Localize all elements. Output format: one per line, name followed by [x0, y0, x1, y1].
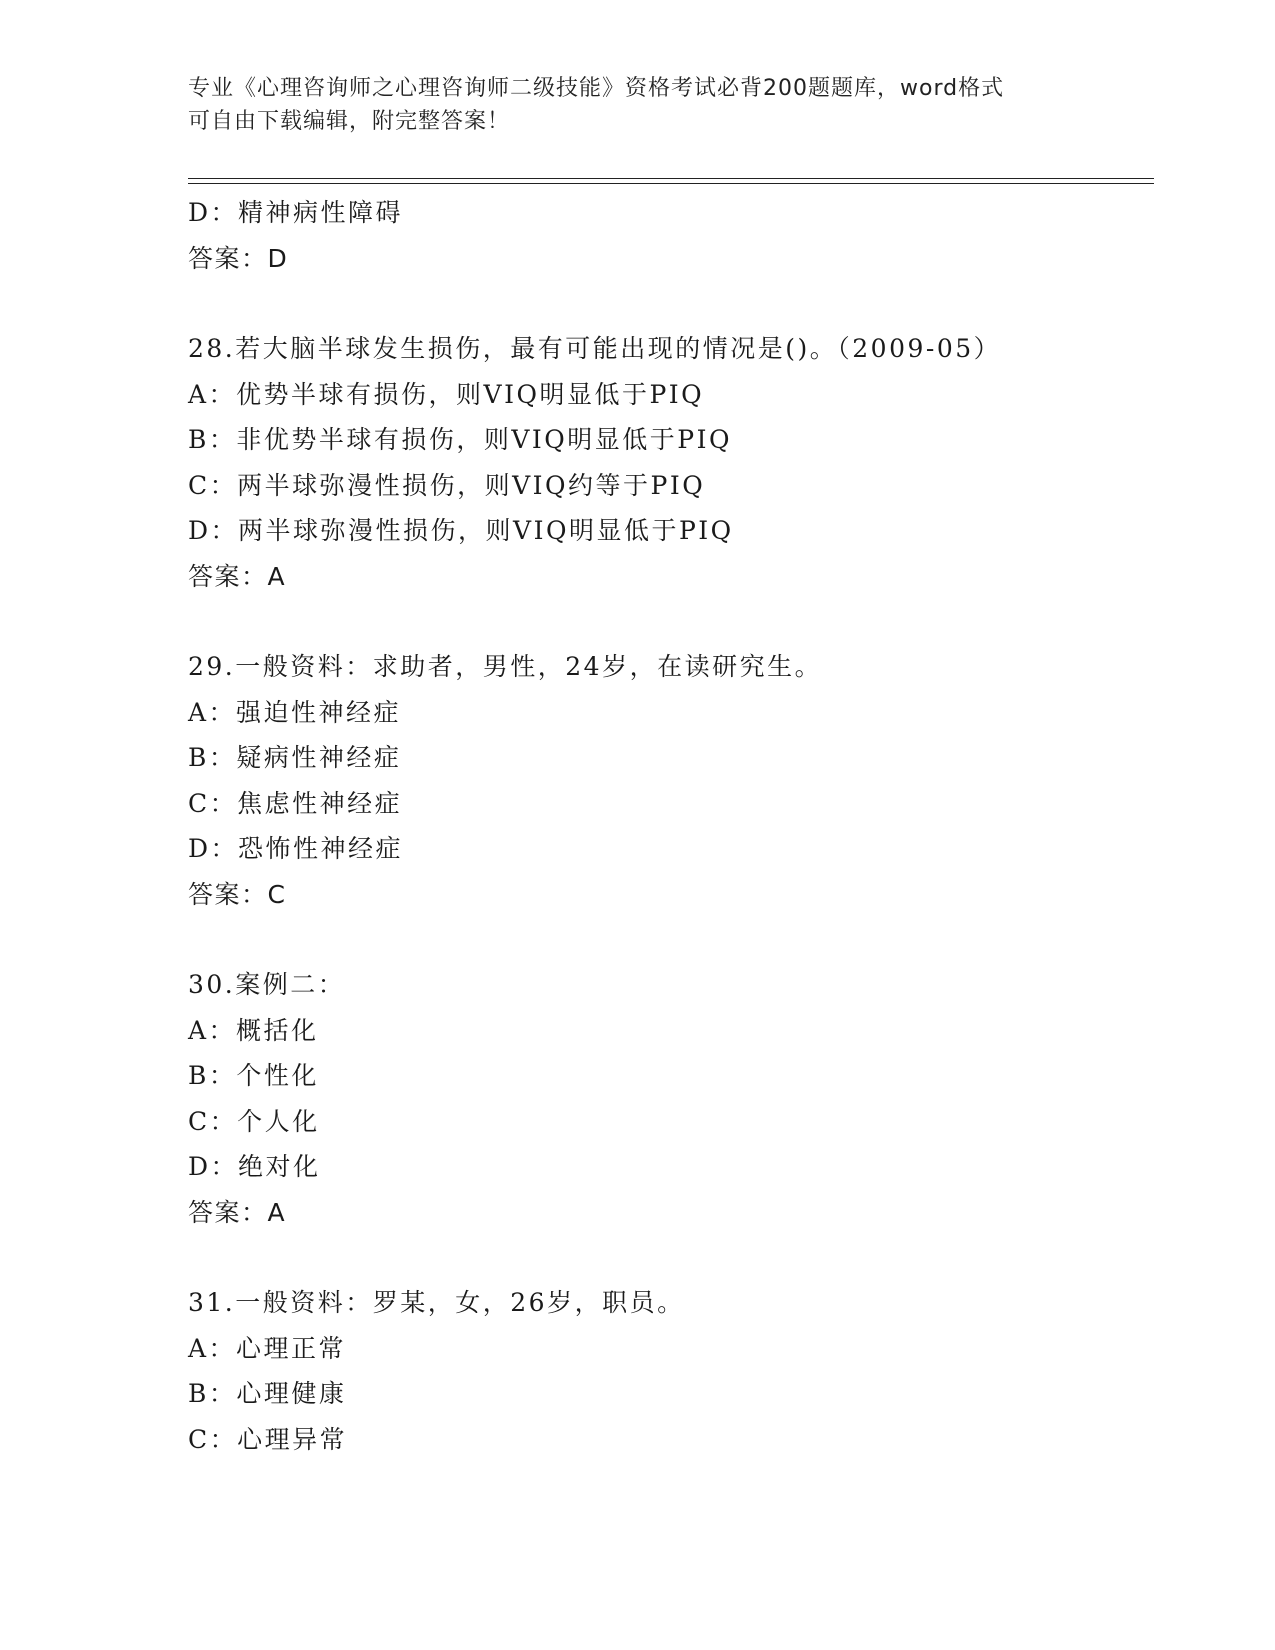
question-31	[188, 1280, 1148, 1462]
question-stem: 30.案例二：	[188, 970, 346, 999]
option-d: D：两半球弥漫性损伤，则VIQ明显低于PIQ	[188, 516, 734, 545]
question-28	[188, 326, 1148, 599]
option-b: B：个性化	[188, 1061, 319, 1090]
option-a: A：优势半球有损伤，则VIQ明显低于PIQ	[188, 379, 705, 409]
document-content	[188, 190, 1148, 1462]
option-d: D：精神病性障碍	[188, 198, 404, 227]
option-b: B：心理健康	[188, 1379, 347, 1408]
option-a: A：概括化	[188, 1015, 319, 1045]
answer-line: 答案：A	[188, 561, 287, 591]
question-stem: 29.一般资料：求助者，男性，24岁，在读研究生。	[188, 652, 823, 681]
option-a: A：心理正常	[188, 1333, 347, 1363]
option-c: C：心理异常	[188, 1424, 348, 1454]
header-rule-bottom	[188, 183, 1154, 184]
option-c: C：个人化	[188, 1106, 320, 1136]
document-header	[188, 72, 1088, 138]
option-a: A：强迫性神经症	[188, 697, 402, 727]
question-fragment	[188, 190, 1148, 281]
answer-line: 答案：C	[188, 879, 287, 909]
question-30	[188, 962, 1148, 1235]
question-stem: 28.若大脑半球发生损伤，最有可能出现的情况是()。（2009-05）	[188, 334, 1002, 363]
option-d: D：恐怖性神经症	[188, 834, 404, 863]
header-rule-top	[188, 178, 1154, 179]
answer-line: 答案：A	[188, 1197, 287, 1227]
question-stem: 31.一般资料：罗某，女，26岁，职员。	[188, 1288, 685, 1317]
answer-line: 答案：D	[188, 243, 289, 273]
question-29	[188, 644, 1148, 917]
header-line-2: 可自由下载编辑，附完整答案！	[188, 109, 511, 134]
header-line-1: 专业《心理咨询师之心理咨询师二级技能》资格考试必背200题题库，word格式	[188, 76, 1005, 101]
option-c: C：焦虑性神经症	[188, 788, 403, 818]
option-d: D：绝对化	[188, 1152, 321, 1181]
option-b: B：非优势半球有损伤，则VIQ明显低于PIQ	[188, 425, 732, 454]
option-c: C：两半球弥漫性损伤，则VIQ约等于PIQ	[188, 470, 706, 500]
option-b: B：疑病性神经症	[188, 743, 402, 772]
